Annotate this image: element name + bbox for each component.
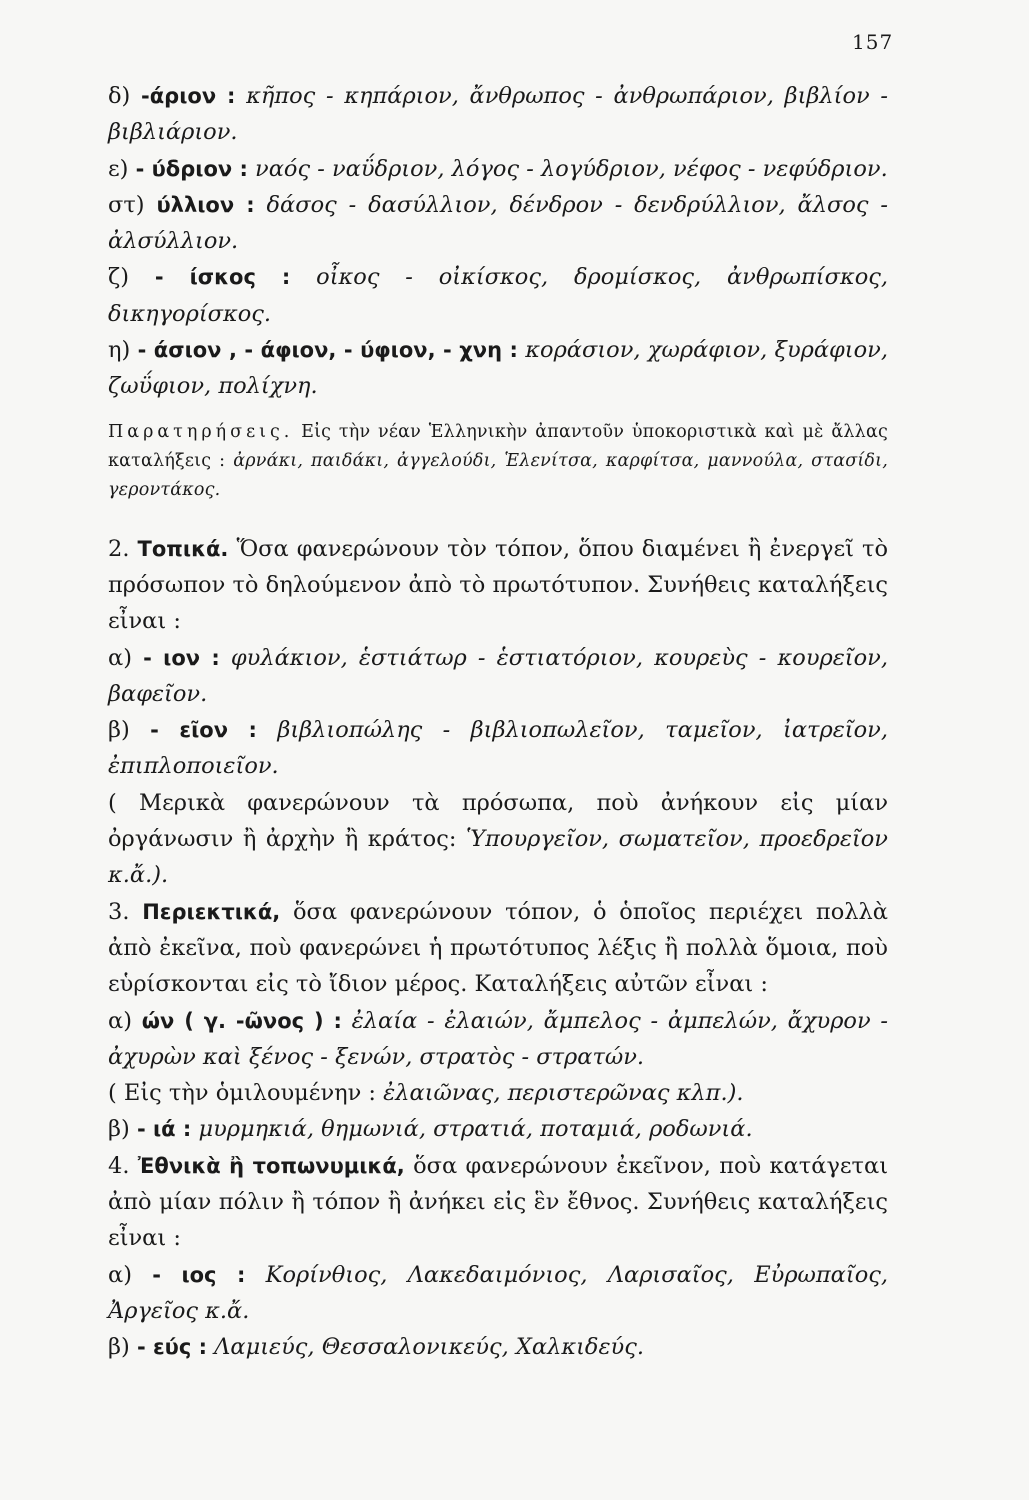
item-h bbox=[108, 332, 888, 405]
item-label: β) bbox=[108, 1334, 130, 1361]
section-text: ὅσα φανερώνουν τόπον, ὁ ὁποῖος περιέχει πολλὰ ἀπὸ ἐκεῖνα, ποὺ φανερώνει ἡ πρωτότυπος λέξις ἢ πολλὰ ὅμοια, ποὺ εὑρίσκονται εἰς τὸ ἴδιον μέρος. Καταλήξεις αὐτῶν εἶναι : bbox=[108, 898, 888, 998]
paren-examples: ἐλαιῶνας, περιστερῶνας κλπ.). bbox=[383, 1080, 744, 1107]
item-label: δ) bbox=[108, 83, 131, 109]
note-examples: ἀρνάκι, παιδάκι, ἀγγελούδι, Ἑλενίτσα, καρφίτσα, μαννούλα, στασίδι, γεροντάκος. bbox=[108, 450, 888, 500]
body-text bbox=[108, 78, 888, 1366]
examples: φυλάκιον, ἑστιάτωρ - ἑστιατόριον, κουρεὺς - κουρεῖον, βαφεῖον. bbox=[108, 644, 889, 707]
item-st bbox=[108, 187, 888, 260]
section-3-intro bbox=[108, 894, 888, 1003]
item-e bbox=[108, 151, 888, 187]
section-2-item-b bbox=[108, 712, 888, 785]
section-number: 3. bbox=[108, 898, 130, 925]
section-3-item-a bbox=[108, 1003, 888, 1076]
paren-text: ( Μερικὰ φανερώνουν τὰ πρόσωπα, ποὺ ἀνήκουν εἰς μίαν ὀργάνωσιν ἢ ἀρχὴν ἢ κράτος: bbox=[108, 789, 888, 853]
section-title: Ἐθνικὰ ἢ τοπωνυμικά, bbox=[137, 1153, 405, 1178]
examples: βιβλιοπώλης - βιβλιοπωλεῖον, ταμεῖον, ἰατρεῖον, ἐπιπλοποιεῖον. bbox=[108, 717, 888, 780]
section-text: ὅσα φανερώνουν ἐκεῖνον, ποὺ κατάγεται ἀπὸ μίαν πόλιν ἢ τόπον ἢ ἀνήκει εἰς ἓν ἔθνος. Συνήθεις καταλήξεις εἶναι : bbox=[108, 1152, 889, 1252]
item-label: στ) bbox=[108, 191, 145, 218]
item-label: α) bbox=[108, 1007, 132, 1034]
paren-examples: Ὑπουργεῖον, σωματεῖον, προεδρεῖον κ.ἄ.). bbox=[108, 826, 888, 889]
paren-text: ( Εἰς τὴν ὁμιλουμένην : bbox=[108, 1080, 377, 1107]
examples: οἶκος - οἰκίσκος, δρομίσκος, ἀνθρωπίσκος, δικηγορίσκος. bbox=[108, 264, 888, 327]
item-z bbox=[108, 259, 888, 332]
note-text: Εἰς τὴν νέαν Ἑλληνικὴν ἀπαντοῦν ὑποκοριστικὰ καὶ μὲ ἄλλας καταλήξεις : bbox=[108, 421, 888, 471]
section-3-parenthetical bbox=[108, 1075, 888, 1111]
suffix: -άριον : bbox=[141, 84, 236, 108]
section-2-item-a bbox=[108, 640, 888, 713]
section-number: 4. bbox=[108, 1152, 130, 1179]
item-label: ζ) bbox=[108, 264, 129, 291]
item-label: α) bbox=[108, 1261, 132, 1288]
item-d bbox=[108, 78, 888, 151]
section-3-item-b bbox=[108, 1111, 888, 1147]
observation-note bbox=[108, 418, 888, 505]
suffix: ών ( γ. -ῶνος ) : bbox=[141, 1008, 342, 1033]
suffix: - άσιον , - άφιον, - ύφιον, - χνη : bbox=[137, 338, 518, 363]
examples: ἐλαία - ἐλαιών, ἄμπελος - ἀμπελών, ἄχυρον - ἀχυρὼν καὶ ξένος - ξενών, στρατὸς - στρατών. bbox=[108, 1007, 889, 1070]
examples: κῆπος - κηπάριον, ἄνθρωπος - ἀνθρωπάριον, βιβλίον - βιβλιάριον. bbox=[108, 83, 888, 146]
section-title: Τοπικά. bbox=[137, 536, 229, 561]
section-text: Ὅσα φανερώνουν τὸν τόπον, ὅπου διαμένει ἢ ἐνεργεῖ τὸ πρόσωπον τὸ δηλούμενον ἀπὸ τὸ πρωτότυπον. Συνήθεις καταλήξεις εἶναι : bbox=[108, 535, 888, 635]
section-number: 2. bbox=[108, 535, 130, 562]
section-2-parenthetical bbox=[108, 785, 888, 894]
suffix: - ίσκος : bbox=[154, 265, 291, 290]
suffix: - εύς : bbox=[136, 1335, 208, 1360]
item-label: ε) bbox=[108, 155, 129, 182]
item-label: η) bbox=[108, 337, 131, 364]
page-number: 157 bbox=[852, 30, 894, 54]
item-label: α) bbox=[108, 644, 132, 671]
examples: κοράσιον, χωράφιον, ξυράφιον, ζωΰφιον, πολίχνη. bbox=[108, 337, 888, 400]
note-label: Παρατηρήσεις. bbox=[108, 421, 294, 442]
examples: μυρμηκιά, θημωνιά, στρατιά, ποταμιά, ροδωνιά. bbox=[198, 1116, 753, 1143]
suffix: - ιος : bbox=[152, 1262, 246, 1287]
suffix: ύλλιον : bbox=[156, 192, 255, 217]
examples: ναός - ναΰδριον, λόγος - λογύδριον, νέφος - νεφύδριον. bbox=[255, 155, 888, 182]
item-label: β) bbox=[108, 1116, 130, 1143]
suffix: - εῖον : bbox=[150, 718, 257, 743]
section-2-intro bbox=[108, 531, 888, 640]
section-4-intro bbox=[108, 1148, 888, 1257]
suffix: - ιά : bbox=[136, 1117, 192, 1142]
examples: δάσος - δασύλλιον, δένδρον - δενδρύλλιον, ἄλσος - ἀλσύλλιον. bbox=[108, 191, 888, 255]
suffix: - ύδριον : bbox=[135, 156, 248, 181]
section-4-item-a bbox=[108, 1257, 888, 1330]
examples: Λαμιεύς, Θεσσαλονικεύς, Χαλκιδεύς. bbox=[214, 1334, 644, 1361]
item-label: β) bbox=[108, 717, 130, 744]
section-4-item-b bbox=[108, 1329, 888, 1365]
examples: Κορίνθιος, Λακεδαιμόνιος, Λαρισαῖος, Εὐρωπαῖος, Ἀργεῖος κ.ἄ. bbox=[108, 1261, 888, 1324]
suffix: - ιον : bbox=[143, 645, 220, 670]
section-title: Περιεκτικά, bbox=[142, 899, 281, 924]
